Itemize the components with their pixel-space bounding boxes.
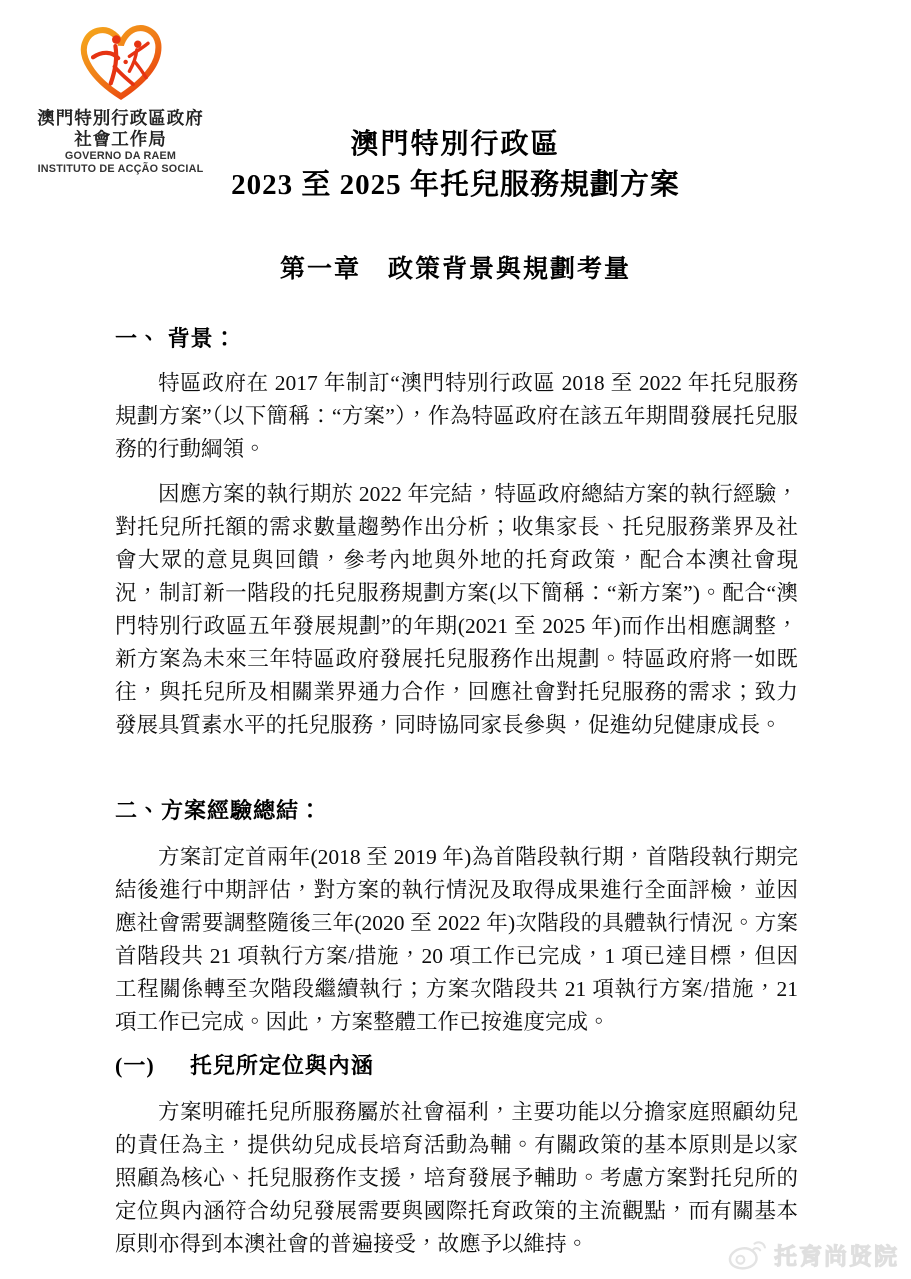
subsection-1-heading [115,1049,798,1082]
section-2-heading: 二、方案經驗總結： [115,798,323,823]
subsection-1-title: 托兒所定位與內涵 [189,1053,374,1078]
subsection-1-paragraph-1: 方案明確托兒所服務屬於社會福利，主要功能以分擔家庭照顧幼兒的責任為主，提供幼兒成長培育活動為輔。有關政策的基本原則是以家照顧為核心、托兒服務作支援，培育發展予輔助。考慮方案對托兒所的定位與內涵符合幼兒發展需要與國際托育政策的主流觀點，而有關基本原則亦得到本澳社會的普遍接受，故應予以維持。 [115,1100,798,1256]
section-1-heading: 一、 背景： [115,326,237,351]
document-title-line2: 2023 至 2025 年托兒服務規劃方案 [231,169,680,201]
org-name-pt-line2: INSTITUTO DE ACÇÃO SOCIAL [37,163,204,175]
document-body [115,322,798,1261]
chapter-heading: 第一章 政策背景與規劃考量 [279,256,631,283]
org-name-pt-line1: GOVERNO DA RAEM [64,150,177,162]
subsection-1-number: (一) [115,1053,155,1078]
org-name-zh-line2: 社會工作局 [74,129,167,149]
ias-heart-logo-icon [74,20,168,102]
section-1-paragraph-1: 特區政府在 2017 年制訂“澳門特別行政區 2018 至 2022 年托兒服務規劃方案”（以下簡稱：“方案”），作為特區政府在該五年期間發展托兒服務的行動綱領。 [115,371,798,461]
document-title [0,128,911,203]
section-1-paragraph-2: 因應方案的執行期於 2022 年完結，特區政府總結方案的執行經驗，對托兒所托額的需求數量趨勢作出分析；收集家長、托兒服務業界及社會大眾的意見與回饋，參考內地與外地的托育政策，配合本澳社會現況，制訂新一階段的托兒服務規劃方案(以下簡稱：“新方案”)。配合“澳門特別行政區五年發展規劃”的年期(2021 至 2025 年)而作出相應調整，新方案為未來三年特區政府發展托兒服務作出規劃。特區政府將一如既往，與托兒所及相關業界通力合作，回應社會對托兒服務的需求；致力發展具質素水平的托兒服務，同時協同家長參與，促進幼兒健康成長。 [115,482,798,737]
org-name-zh-line1: 澳門特別行政區政府 [37,108,204,128]
watermark-text: 托育尚贤院 [774,1243,899,1269]
document-title-line1: 澳門特別行政區 [350,129,561,160]
section-2-paragraph-1: 方案訂定首兩年(2018 至 2019 年)為首階段執行期，首階段執行期完結後進行中期評估，對方案的執行情況及取得成果進行全面評檢，並因應社會需要調整隨後三年(2020 至 2022 年)次階段的具體執行情況。方案首階段共 21 項執行方案/措施，20 項工作已完成，1 項已達目標，但因工程關係轉至次階段繼續執行；方案次階段共 21 項執行方案/措施，21 項工作已完成。因此，方案整體工作已按進度完成。 [115,845,798,1034]
